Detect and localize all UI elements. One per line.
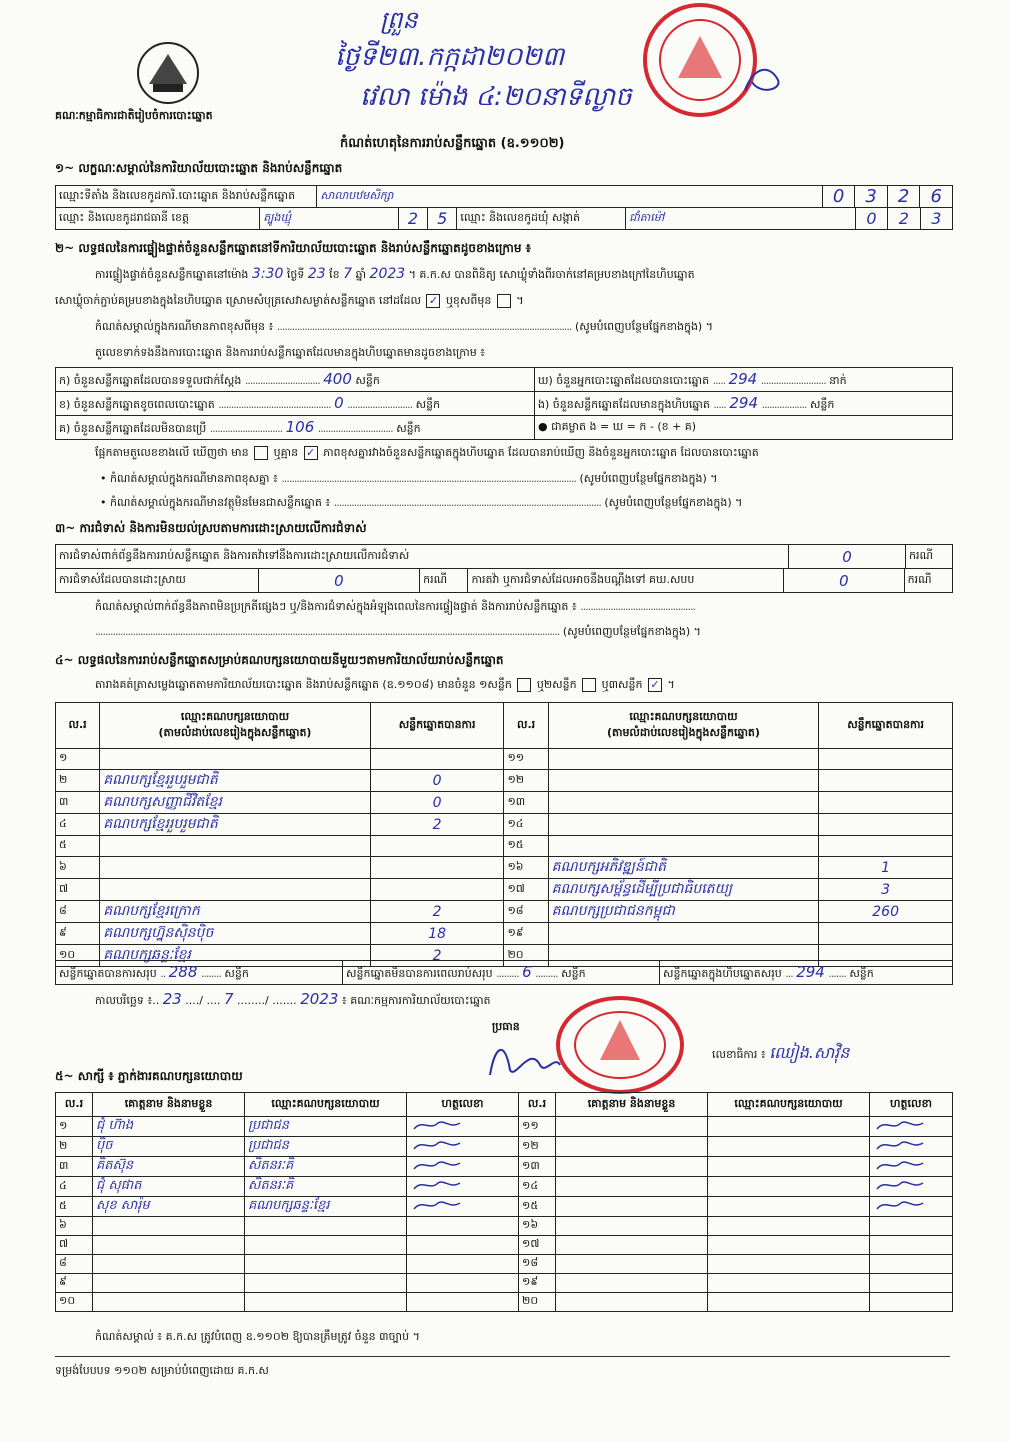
witness-name [93,1255,245,1274]
vote-count: 2 [370,901,504,923]
row-number: ១៣ [519,1157,556,1177]
section5-title: ៥~ សាក្សី ៖ ភ្នាក់ងារគណបក្សនយោបាយ [55,1069,243,1083]
witness-name [556,1177,708,1197]
org-name: គណៈកម្មាធិការជាតិរៀបចំការបោះឆ្នោត [55,109,213,122]
site-value: សាលាបឋមសិក្សា [317,186,822,208]
changed-checkbox[interactable] [497,294,511,308]
col-votes: សន្លឹកឆ្នោតបានការ [370,703,504,749]
section2-para1: ការផ្ទៀងផ្ទាត់ចំនួនសន្លឹកឆ្នោតនៅម៉ោង 3:30 ថ្ងៃទី 23 ខែ 7 ឆ្នាំ 2023 ។ គ.ក.ស បានពិនិត្យ សោឃ្លុំទាំងពីរចាក់នៅគម្របខាងក្រៅនៃហិបឆ្នោត [95,266,695,282]
table-row [56,1177,953,1197]
table-row [56,1197,953,1217]
witness-signature [407,1117,519,1137]
signature-scribble [873,1157,933,1173]
date-line: កាលបរិច្ឆេទ ៖.. 23 ..../ .... 7 ......../ ....... 2023 ៖ គណៈកម្មការការិយាល័យបោះឆ្នោត [95,990,491,1008]
section4-intro: តារាងគត់ត្រាសម្លេងឆ្នោតតាមការិយាល័យបោះឆ្នោត និងរាប់សន្លឹកឆ្នោត (ឧ.១១០៨) មានចំនួន ១សន្លឹក ឬ២សន្លឹក ឬ៣សន្លឹក ✓ ។ [95,678,675,691]
table-row [56,857,953,879]
discrepancy-yes-checkbox[interactable] [254,446,268,460]
witness-party: គណបក្សឆន្ទៈខ្មែរ [245,1197,407,1217]
form-footer: ទម្រង់បែបបទ ១១០២ សម្រាប់បំពេញដោយ គ.ក.ស [55,1364,269,1377]
bullet-foreign-object: • កំណត់សម្គាល់ក្នុងករណីមានវត្ថុមិនមែនជាសន្លឹកឆ្នោត ៖ ........................................................................................................... (សូមបំពេញបន្ថែមផ្នែកខាងក្នុង) ។ [100,496,743,509]
objection-label: ការជំទាស់ពាក់ព័ន្ធនឹងការរាប់សន្លឹកឆ្នោត និងការតវ៉ាទៅនឹងការដោះស្រាយលើការជំទាស់ [56,545,789,569]
count-row-k: ក) ចំនួនសន្លឹកឆ្នោតដែលបានទទួលជាក់ស្តែង .............................. 400 សន្លឹក [56,368,535,392]
row-number: ១៧ [519,1236,556,1255]
witness-party [245,1236,407,1255]
witness-name [93,1293,245,1312]
table-row [56,1255,953,1274]
row-number: ១២ [519,1137,556,1157]
col-name: គោត្តនាម និងនាមខ្លួន [556,1093,708,1117]
objection-table [55,544,953,593]
party-name [548,923,819,945]
row-number: ៦ [56,857,100,879]
witness-signature [870,1117,953,1137]
section2-para2: សោឃ្លុំចាក់ភ្ជាប់គម្របខាងក្នុងនៃហិបឆ្នោត ស្រោមសំបុត្រសេវាសម្ងាត់សន្លឹកឆ្នោត នៅដដែល ✓ ឬខុសពីមុន ។ [55,294,524,307]
party-name: គណបក្សសម្ព័ន្ធដើម្បីប្រជាធិបតេយ្យ [548,879,819,901]
chair-signature [485,1035,565,1085]
vote-count: 0 [370,792,504,814]
three-sheets-checkbox[interactable]: ✓ [648,678,662,692]
witness-name [556,1157,708,1177]
resolved-count: 0 [258,569,420,593]
section3-note: កំណត់សម្គាល់ពាក់ព័ន្ធនឹងភាពមិនប្រក្រតីផ្សេងៗ ឬ/និងការជំទាស់ក្នុងអំឡុងពេលនៃការផ្ទៀងផ្ទាត់ និងការរាប់សន្លឹកឆ្នោត ៖ .............................................. [95,600,696,613]
chair-label: ប្រធាន [492,1020,520,1033]
section2-para4: តួលេខទាក់ទងនឹងការបោះឆ្នោត និងការរាប់សន្លឹកឆ្នោតដែលមានក្នុងហិបឆ្នោតមានដូចខាងក្រោម ៖ [95,346,486,359]
vote-count: 260 [819,901,953,923]
unused-ballots: 106 [285,417,315,436]
row-number: ៥ [56,836,100,857]
row-number: ១៨ [519,1255,556,1274]
party-name [548,814,819,836]
official-stamp-bottom [555,995,685,1095]
site-label: ឈ្មោះទីតាំង និងលេខកូដការិ.បោះឆ្នោត និងរាប់សន្លឹកឆ្នោត [56,186,317,208]
check-month: 7 [343,266,353,282]
witness-party [708,1293,870,1312]
check-day: 23 [307,266,326,282]
footer-rule [55,1356,950,1357]
vote-count: 2 [370,814,504,836]
received-ballots: 400 [323,369,352,388]
signature-scribble [410,1117,470,1133]
table-row [56,1274,953,1293]
commune-code-digit: 3 [920,208,952,230]
party-name [100,879,371,901]
section2-para3: កំណត់សម្គាល់ក្នុងករណីមានភាពខុសពីមុន ៖ ...................................................................................................................... (សូមបំពេញបន្ថែមផ្នែកខាងក្នុង) ។ [95,320,713,333]
case-unit: ករណី [906,545,953,569]
witness-signature [407,1217,519,1236]
signature-scribble [410,1197,470,1213]
col-no: ល.រ [56,703,100,749]
party-name [548,792,819,814]
vote-count [370,857,504,879]
col-votes: សន្លឹកឆ្នោតបានការ [819,703,953,749]
vote-count [370,879,504,901]
witness-signature [407,1197,519,1217]
witness-name: សុខ សារ៉ុម [93,1197,245,1217]
signature-scribble [410,1177,470,1193]
bullet-discrepancy: • កំណត់សម្គាល់ក្នុងករណីមានភាពខុសគ្នា ៖ ...................................................................................................................... (សូមបំពេញបន្ថែមផ្នែកខាងក្នុង) ។ [100,472,718,485]
spoiled-ballots: 0 [334,393,344,412]
row-number: ៤ [56,1177,93,1197]
vote-count [819,923,953,945]
col-sign: ហត្ថលេខា [407,1093,519,1117]
vote-count [370,836,504,857]
site-code-digit: 6 [920,186,953,208]
witness-party [708,1117,870,1137]
province-value: ត្បូងឃ្មុំ [260,208,399,230]
witness-name [556,1217,708,1236]
witness-signature [407,1157,519,1177]
two-sheets-checkbox[interactable] [582,678,596,692]
witness-party [708,1217,870,1236]
total-in-box: សន្លឹកឆ្នោតក្នុងហិបឆ្នោតសរុប ... 294 ....... សន្លឹក [660,961,953,985]
witness-name [556,1236,708,1255]
vote-count [819,814,953,836]
row-number: ១៥ [504,836,548,857]
row-number: ១៤ [504,814,548,836]
table-row [56,1293,953,1312]
signature-scribble [873,1177,933,1193]
witness-party [708,1157,870,1177]
witness-party [708,1137,870,1157]
vote-count [819,792,953,814]
witness-signature [870,1293,953,1312]
row-number: ១៩ [519,1274,556,1293]
vote-count [819,749,953,770]
row-number: ២០ [519,1293,556,1312]
table-row [56,836,953,857]
witness-party [708,1255,870,1274]
site-code-digit: 0 [822,186,855,208]
row-number: ៩ [56,923,100,945]
section2-title: ២~ លទ្ធផលនៃការផ្ទៀងផ្ទាត់ចំនួនសន្លឹកឆ្នោតនៅទីការិយាល័យបោះឆ្នោត និងរាប់សន្លឹកឆ្នោតដូចខាងក្រោម ៖ [55,241,531,255]
signature-scribble [410,1157,470,1173]
site-code-digit: 3 [855,186,888,208]
witness-party [708,1177,870,1197]
row-number: ៦ [56,1217,93,1236]
witness-signature [870,1236,953,1255]
table-row [56,814,953,836]
row-number: ៣ [56,1157,93,1177]
signature-scribble [873,1117,933,1133]
party-name [548,770,819,792]
table-row [56,770,953,792]
witness-signature [407,1255,519,1274]
col-sign: ហត្ថលេខា [870,1093,953,1117]
signature-scribble [873,1137,933,1153]
witness-signature [870,1197,953,1217]
box-ballots: 294 [729,393,758,412]
witness-signature [407,1137,519,1157]
vote-count [819,770,953,792]
row-number: ១៣ [504,792,548,814]
appeal-label: ការតវ៉ា ឬការជំទាស់ដែលអាចនឹងបណ្តឹងទៅ គឃ.សបប [468,569,784,593]
count-row-ng: ឃ) ចំនួនអ្នកបោះឆ្នោតដែលបានបោះឆ្នោត ..... 294 .......................... នាក់ [535,368,953,392]
witness-name [556,1255,708,1274]
row-number: ១០ [56,945,100,967]
witness-party [245,1293,407,1312]
row-number: ១១ [504,749,548,770]
formula: ● ជាគម្លាត ង = ឃ = ក - (ខ + គ) [535,416,953,440]
table-row [56,1157,953,1177]
witness-name [93,1236,245,1255]
witness-name [93,1217,245,1236]
row-number: ២០ [504,945,548,967]
row-number: ៣ [56,792,100,814]
count-row-g: គ) ចំនួនសន្លឹកឆ្នោតដែលមិនបានប្រើ ............................. 106 .............................. សន្លឹក [56,416,535,440]
stamp-signature [740,60,785,100]
total-invalid: សន្លឹកឆ្នោតមិនបានការពេលរាប់សរុប ......... 6 ......... សន្លឹក [343,961,660,985]
col-party: ឈ្មោះគណបក្សនយោបាយ (តាមលំដាប់លេខរៀងក្នុងសន្លឹកឆ្នោត) [548,703,819,749]
witness-party: ប្រជាជន [245,1117,407,1137]
commune-label: ឈ្មោះ និងលេខកូដឃុំ សង្កាត់ [457,208,626,230]
table-row [56,901,953,923]
case-unit: ករណី [904,569,952,593]
witness-party: សិតនរៈគិ [245,1157,407,1177]
col-party: ឈ្មោះគណបក្សនយោបាយ [245,1093,407,1117]
commune-code-digit: 0 [855,208,887,230]
vote-count: 2 [370,945,504,967]
witness-party [708,1197,870,1217]
witness-name [556,1293,708,1312]
signature-scribble [410,1137,470,1153]
discrepancy-no-checkbox[interactable]: ✓ [304,446,318,460]
party-name [100,836,371,857]
total-valid: សន្លឹកឆ្នោតបានការសរុប .. 288 ........ សន្លឹក [56,961,343,985]
party-name: គណបក្សឆន្ទៈខ្មែរ [100,945,371,967]
vote-count [370,749,504,770]
section5-note: កំណត់សម្គាល់ ៖ គ.ក.ស ត្រូវបំពេញ ឧ.១១០២ ឱ្យបានត្រឹមត្រូវ ចំនួន ៣ច្បាប់ ។ [95,1330,420,1343]
row-number: ១៤ [519,1177,556,1197]
count-row-kh: ខ) ចំនួនសន្លឹកឆ្នោតខូចពេលបោះឆ្នោត ............................................. 0 .......................... សន្លឹក [56,392,535,416]
table-row [56,749,953,770]
row-number: ១៨ [504,901,548,923]
witness-name: ប៉ិច [93,1137,245,1157]
witness-signature [870,1177,953,1197]
row-number: ១៥ [519,1197,556,1217]
check-year: 2023 [369,266,406,282]
resolved-label: ការជំទាស់ដែលបានដោះស្រាយ [56,569,259,593]
province-code-digit: 2 [398,208,427,230]
witness-signature [870,1217,953,1236]
party-name: គណបក្សអភិវឌ្ឍន៍ជាតិ [548,857,819,879]
table-row [56,923,953,945]
witness-signature [870,1255,953,1274]
row-number: ១១ [519,1117,556,1137]
witness-party [245,1274,407,1293]
objection-count: 0 [789,545,906,569]
case-unit: ករណី [420,569,468,593]
row-number: ១៦ [519,1217,556,1236]
row-number: ៥ [56,1197,93,1217]
count-row-ngo: ង) ចំនួនសន្លឹកឆ្នោតដែលមានក្នុងហិបឆ្នោត ..... 294 .................. សន្លឹក [535,392,953,416]
one-sheet-checkbox[interactable] [517,678,531,692]
witness-name: ជុំ ហ៊ាង [93,1117,245,1137]
row-number: ១៩ [504,923,548,945]
section1-table [55,185,953,230]
party-name: គណបក្សខ្មែររួបរួមជាតិ [100,814,371,836]
vote-count: 18 [370,923,504,945]
table-row [56,879,953,901]
row-number: ១២ [504,770,548,792]
section3-title: ៣~ ការជំទាស់ និងការមិនយល់ស្របតាមការដោះស្រាយលើការជំទាស់ [55,521,367,535]
witness-signature [870,1137,953,1157]
unchanged-checkbox[interactable]: ✓ [426,294,440,308]
appeal-count: 0 [784,569,904,593]
witness-party [708,1274,870,1293]
signature-scribble [873,1197,933,1213]
vote-count [819,836,953,857]
table-row [56,1117,953,1137]
party-name: គណបក្សប្រជាជនកម្ពុជា [548,901,819,923]
section4-title: ៤~ លទ្ធផលនៃការរាប់សន្លឹកឆ្នោតសម្រាប់គណបក្សនយោបាយនីមួយៗតាមការិយាល័យរាប់សន្លឹកឆ្នោត [55,653,504,667]
vote-count: 1 [819,857,953,879]
party-name: គណបក្សសញ្ញាជីវិតខ្មែរ [100,792,371,814]
witness-party: សិតនរៈគិ [245,1177,407,1197]
row-number: ១៧ [504,879,548,901]
row-number: ៨ [56,901,100,923]
col-no: ល.រ [56,1093,93,1117]
col-no: ល.រ [504,703,548,749]
nec-logo [135,40,201,106]
witness-signature [407,1236,519,1255]
handwritten-note-2: ថ្ងៃទី២៣.កក្កដា២០២៣ [335,42,565,72]
handwritten-note-1: ព្រួន [380,6,418,34]
vote-count: 3 [819,879,953,901]
row-number: ១៦ [504,857,548,879]
secretary-name: ឈៀង.សាវ៉ិន [769,1043,850,1062]
row-number: ២ [56,1137,93,1157]
row-number: ៧ [56,879,100,901]
totals-row [55,960,953,985]
table-row [56,1236,953,1255]
section2-para5: ផ្អែកតាមតួលេខខាងលើ ឃើញថា មាន ឬគ្មាន ✓ ភាពខុសគ្នារវាងចំនួនសន្លឹកឆ្នោតក្នុងហិបឆ្នោត ដែលបានរាប់ឃើញ និងចំនួនអ្នកបោះឆ្នោត ដែលបានបោះឆ្នោត [95,446,759,459]
form-title: កំណត់ហេតុនៃការរាប់សន្លឹកឆ្នោត (ឧ.១១០២) [340,136,565,151]
count-table [55,367,953,440]
vote-count: 0 [370,770,504,792]
table-row [56,1137,953,1157]
witness-party [245,1217,407,1236]
secretary-block: លេខាធិការ ៖ ឈៀង.សាវ៉ិន [712,1043,850,1062]
row-number: ៨ [56,1255,93,1274]
col-party: ឈ្មោះគណបក្សនយោបាយ [708,1093,870,1117]
witness-signature [870,1274,953,1293]
witness-name [556,1197,708,1217]
witness-signature [407,1177,519,1197]
witness-signature [407,1274,519,1293]
witness-table [55,1092,953,1312]
province-label: ឈ្មោះ និងលេខកូដរាជធានី ខេត្ត [56,208,260,230]
row-number: ១០ [56,1293,93,1312]
row-number: ១ [56,1117,93,1137]
witness-name: ជុំ សុផាត [93,1177,245,1197]
voters-count: 294 [728,369,758,388]
check-time: 3:30 [251,266,284,282]
col-name: គោត្តនាម និងនាមខ្លួន [93,1093,245,1117]
row-number: ៩ [56,1274,93,1293]
commune-code-digit: 2 [888,208,920,230]
section3-note-line2: .......................................................................................................................................................................................... (សូមបំពេញបន្ថែមផ្នែកខាងក្នុង) ។ [95,625,701,638]
row-number: ២ [56,770,100,792]
row-number: ១ [56,749,100,770]
row-number: ៤ [56,814,100,836]
handwritten-note-3: វេលា ម៉ោង ៤:២០នាទីល្ងាច [360,82,632,112]
witness-party: ប្រជាជន [245,1137,407,1157]
party-name: គណបក្សខ្មែរក្រោក [100,901,371,923]
witness-name [93,1274,245,1293]
col-party: ឈ្មោះគណបក្សនយោបាយ (តាមលំដាប់លេខរៀងក្នុងសន្លឹកឆ្នោត) [100,703,371,749]
party-name [548,836,819,857]
site-code-digit: 2 [887,186,920,208]
party-name: គណបក្សខ្មែររួបរួមជាតិ [100,770,371,792]
commune-value: ជាំតាម៉ៅ [626,208,856,230]
row-number: ៧ [56,1236,93,1255]
witness-signature [870,1157,953,1177]
witness-party [245,1255,407,1274]
witness-signature [407,1293,519,1312]
witness-name: គិតស៊ុន [93,1157,245,1177]
party-name [100,749,371,770]
table-row [56,1217,953,1236]
table-row [56,792,953,814]
party-name [100,857,371,879]
col-no: ល.រ [519,1093,556,1117]
results-table [55,702,953,967]
party-name [548,749,819,770]
section1-title: ១~ លក្ខណៈសម្គាល់នៃការិយាល័យបោះឆ្នោត និងរាប់សន្លឹកឆ្នោត [55,161,343,175]
province-code-digit: 5 [428,208,457,230]
witness-name [556,1274,708,1293]
witness-party [708,1236,870,1255]
witness-name [556,1117,708,1137]
witness-name [556,1137,708,1157]
party-name: គណបក្សហ្វ៊ុនស៊ិនប៉ិច [100,923,371,945]
